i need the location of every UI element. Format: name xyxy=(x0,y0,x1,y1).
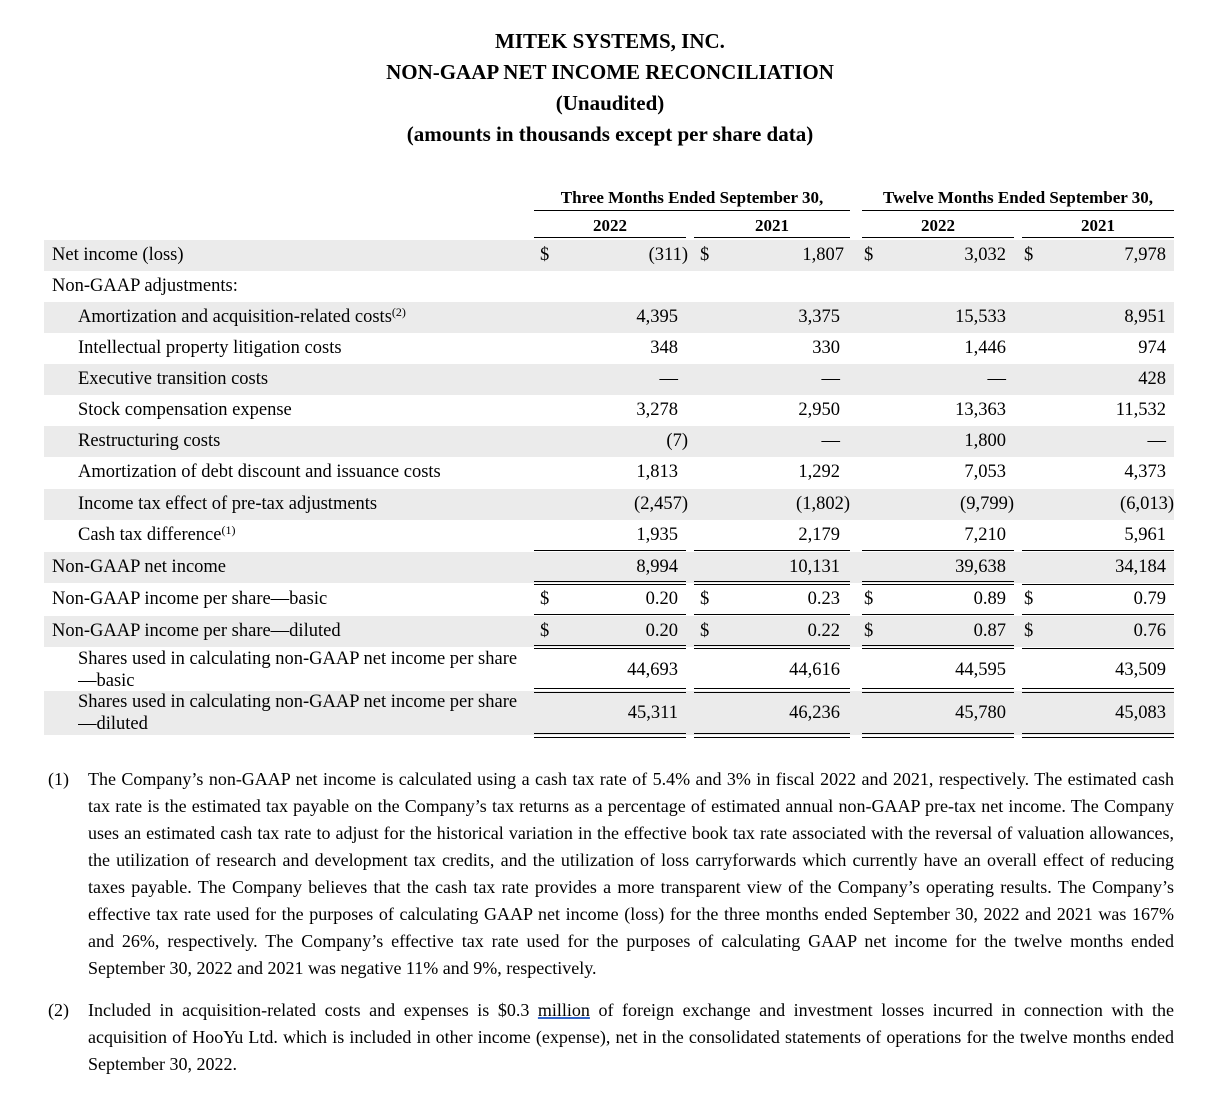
total-rule xyxy=(862,584,1014,585)
shares-rule xyxy=(1022,688,1174,689)
cell-value: 4,373 xyxy=(1124,462,1166,482)
per-share-rule xyxy=(694,648,850,649)
cell-value: 0.87 xyxy=(973,621,1006,641)
cell-value: 39,638 xyxy=(955,557,1006,577)
report-subtitle: (Unaudited) xyxy=(555,91,665,115)
row-label: Shares used in calculating non-GAAP net income per share—basic xyxy=(78,649,518,691)
per-share-rule xyxy=(862,614,1014,615)
cell-value: 1,807 xyxy=(802,245,844,265)
row-label: Stock compensation expense xyxy=(78,400,292,420)
currency-symbol: $ xyxy=(700,621,710,641)
report-header xyxy=(0,26,1220,150)
currency-symbol: $ xyxy=(864,589,874,609)
cell-value: 8,951 xyxy=(1124,307,1166,327)
cell-value: 1,292 xyxy=(798,462,840,482)
footnote-1 xyxy=(48,766,1174,982)
currency-symbol: $ xyxy=(1024,589,1034,609)
col-year-rule xyxy=(1022,237,1174,238)
cell-value: 3,032 xyxy=(964,245,1006,265)
currency-symbol: $ xyxy=(1024,245,1034,265)
currency-symbol: $ xyxy=(540,621,550,641)
currency-symbol: $ xyxy=(864,245,874,265)
cell-value: 13,363 xyxy=(955,400,1006,420)
currency-symbol: $ xyxy=(700,245,710,265)
per-share-rule xyxy=(534,614,686,615)
shares-rule xyxy=(534,692,686,693)
shares-rule xyxy=(534,688,686,689)
cell-value: 0.22 xyxy=(807,621,840,641)
row-label: Intellectual property litigation costs xyxy=(78,338,342,358)
shares-rule xyxy=(1022,692,1174,693)
footnote-text: The Company’s non-GAAP net income is calculated using a cash tax rate of 5.4% and 3% in fiscal 2022 and 2021, respectively. The estimated cash tax rate is the estimated tax payable on the Company’s tax returns as a percentage of estimated annual non-GAAP pre-tax net income. The Company uses an estimated cash tax rate to adjust for the historical variation in the effective book tax rate associated with the reversal of valuation allowances, the utilization of research and development tax credits, and the utilization of loss carryforwards which currently have an overall effect of reducing taxes payable. The Company believes that the cash tax rate provides a more transparent view of the Company’s operating results. The Company’s effective tax rate used for the purposes of calculating GAAP net income (loss) for the three months ended September 30, 2022 and 2021 was 167% and 26%, respectively. The Company’s effective tax rate used for the purposes of calculating GAAP net income for the twelve months ended September 30, 2022 and 2021 was negative 11% and 9%, respectively. xyxy=(88,769,1174,978)
cell-value: (9,799) xyxy=(960,494,1014,514)
footnote-text: Included in acquisition-related costs and expenses is $0.3 million of foreign exchange and investment losses incurred in connection with the acquisition of HooYu Ltd. which is included in other income (expense), net in the consolidated statements of operations for the twelve months ended September 30, 2022. xyxy=(88,1000,1174,1074)
cell-value: 0.20 xyxy=(645,589,678,609)
shares-rule xyxy=(862,688,1014,689)
table-row xyxy=(44,457,1174,488)
col-group-twelve-months: Twelve Months Ended September 30, xyxy=(883,188,1153,207)
currency-symbol: $ xyxy=(540,245,550,265)
row-label: Non-GAAP adjustments: xyxy=(52,276,238,296)
cell-value: 4,395 xyxy=(636,307,678,327)
footnote-number: (2) xyxy=(48,1000,69,1020)
cell-value: 7,210 xyxy=(964,525,1006,545)
shares-rule xyxy=(1022,733,1174,734)
row-label: Executive transition costs xyxy=(78,369,269,389)
row-label: Amortization of debt discount and issuance costs xyxy=(78,462,441,482)
table-row xyxy=(44,333,1174,364)
table-row xyxy=(44,240,1174,271)
shares-rule xyxy=(694,733,850,734)
cell-value: 44,693 xyxy=(627,660,678,680)
underlined-word: million xyxy=(537,1000,590,1020)
cell-value: 3,278 xyxy=(636,400,678,420)
cell-value: 5,961 xyxy=(1124,525,1166,545)
table-row xyxy=(44,616,1174,647)
row-label: Non-GAAP net income xyxy=(52,557,227,577)
shares-rule xyxy=(862,733,1014,734)
col-year: 2022 xyxy=(921,216,955,235)
cell-value: 44,595 xyxy=(955,660,1006,680)
table-row xyxy=(44,364,1174,395)
cell-value: (311) xyxy=(648,245,688,265)
subtotal-rule xyxy=(862,550,1014,551)
cell-value: 330 xyxy=(812,338,840,358)
cell-value: — xyxy=(987,369,1006,389)
cell-value: 348 xyxy=(650,338,678,358)
per-share-rule xyxy=(694,645,850,646)
subtotal-rule xyxy=(694,550,850,551)
cell-value: 428 xyxy=(1138,369,1166,389)
cell-value: 0.23 xyxy=(807,589,840,609)
cell-value: 1,935 xyxy=(636,525,678,545)
cell-value: 0.79 xyxy=(1133,589,1166,609)
table-row xyxy=(44,552,1174,583)
row-label: Cash tax difference$^{(1)}$ xyxy=(78,523,236,545)
per-share-rule xyxy=(534,645,686,646)
footnote-ref: (2) xyxy=(391,305,406,319)
cell-value: 2,179 xyxy=(798,525,840,545)
shares-rule xyxy=(862,692,1014,693)
cell-value: 45,311 xyxy=(627,703,678,723)
company-name: MITEK SYSTEMS, INC. xyxy=(495,29,725,53)
row-label: Shares used in calculating non-GAAP net income per share—diluted xyxy=(78,692,518,734)
shares-rule xyxy=(534,737,686,738)
table-row xyxy=(44,520,1174,551)
col-year: 2022 xyxy=(593,216,627,235)
cell-value: 3,375 xyxy=(798,307,840,327)
per-share-rule xyxy=(534,648,686,649)
cell-value: (6,013) xyxy=(1120,494,1174,514)
per-share-rule xyxy=(862,645,1014,646)
col-group-rule xyxy=(534,210,850,211)
cell-value: 43,509 xyxy=(1115,660,1166,680)
cell-value: 1,800 xyxy=(964,431,1006,451)
cell-value: — xyxy=(1147,431,1166,451)
total-rule xyxy=(694,581,850,582)
row-label: Restructuring costs xyxy=(78,431,221,451)
cell-value: 34,184 xyxy=(1115,557,1166,577)
subtotal-rule xyxy=(1022,550,1174,551)
cell-value: — xyxy=(821,369,840,389)
total-rule xyxy=(862,581,1014,582)
cell-value: (2,457) xyxy=(634,494,688,514)
cell-value: — xyxy=(821,431,840,451)
col-group-three-months: Three Months Ended September 30, xyxy=(560,188,824,207)
table-row xyxy=(44,426,1174,457)
cell-value: (1,802) xyxy=(796,494,850,514)
currency-symbol: $ xyxy=(700,589,710,609)
per-share-rule xyxy=(862,648,1014,649)
table-row xyxy=(44,271,1174,302)
row-label: Non-GAAP income per share—basic xyxy=(52,589,328,609)
col-group-rule xyxy=(862,210,1174,211)
cell-value: 1,446 xyxy=(964,338,1006,358)
cell-value: (7) xyxy=(666,431,688,451)
row-label: Net income (loss) xyxy=(52,245,184,265)
footnote-2 xyxy=(48,997,1174,1078)
subtotal-rule xyxy=(534,550,686,551)
cell-value: — xyxy=(659,369,678,389)
total-rule xyxy=(534,584,686,585)
cell-value: 11,532 xyxy=(1115,400,1166,420)
report-title: NON-GAAP NET INCOME RECONCILIATION xyxy=(386,60,834,84)
cell-value: 974 xyxy=(1138,338,1166,358)
cell-value: 0.89 xyxy=(973,589,1006,609)
cell-value: 7,978 xyxy=(1124,245,1166,265)
col-year-rule xyxy=(862,237,1014,238)
table-row xyxy=(44,648,1174,692)
cell-value: 46,236 xyxy=(789,703,840,723)
shares-rule xyxy=(694,737,850,738)
total-rule xyxy=(534,581,686,582)
report-units: (amounts in thousands except per share data) xyxy=(406,122,814,146)
cell-value: 7,053 xyxy=(964,462,1006,482)
per-share-rule xyxy=(1022,614,1174,615)
shares-rule xyxy=(694,692,850,693)
shares-rule xyxy=(862,737,1014,738)
row-label: Income tax effect of pre-tax adjustments xyxy=(78,494,378,514)
cell-value: 45,083 xyxy=(1115,703,1166,723)
currency-symbol: $ xyxy=(864,621,874,641)
table-row xyxy=(44,302,1174,333)
col-year-rule xyxy=(694,237,850,238)
cell-value: 1,813 xyxy=(636,462,678,482)
col-year: 2021 xyxy=(755,216,789,235)
shares-rule xyxy=(534,733,686,734)
per-share-rule xyxy=(694,614,850,615)
cell-value: 15,533 xyxy=(955,307,1006,327)
row-label: Amortization and acquisition-related costs$^{(2)}$ xyxy=(78,305,406,327)
shares-rule xyxy=(694,688,850,689)
table-row xyxy=(44,584,1174,615)
cell-value: 8,994 xyxy=(636,557,678,577)
cell-value: 44,616 xyxy=(789,660,840,680)
table-row xyxy=(44,691,1174,735)
per-share-rule xyxy=(1022,648,1174,649)
currency-symbol: $ xyxy=(1024,621,1034,641)
currency-symbol: $ xyxy=(540,589,550,609)
row-label: Non-GAAP income per share—diluted xyxy=(52,621,341,641)
footnote-number: (1) xyxy=(48,769,69,789)
cell-value: 2,950 xyxy=(798,400,840,420)
cell-value: 0.76 xyxy=(1133,621,1166,641)
total-rule xyxy=(694,584,850,585)
total-rule xyxy=(1022,584,1174,585)
col-year-rule xyxy=(534,237,686,238)
table-row xyxy=(44,395,1174,426)
footnote-ref: (1) xyxy=(221,523,236,537)
table-row xyxy=(44,489,1174,520)
cell-value: 45,780 xyxy=(955,703,1006,723)
cell-value: 0.20 xyxy=(645,621,678,641)
shares-rule xyxy=(1022,737,1174,738)
cell-value: 10,131 xyxy=(789,557,840,577)
col-year: 2021 xyxy=(1081,216,1115,235)
